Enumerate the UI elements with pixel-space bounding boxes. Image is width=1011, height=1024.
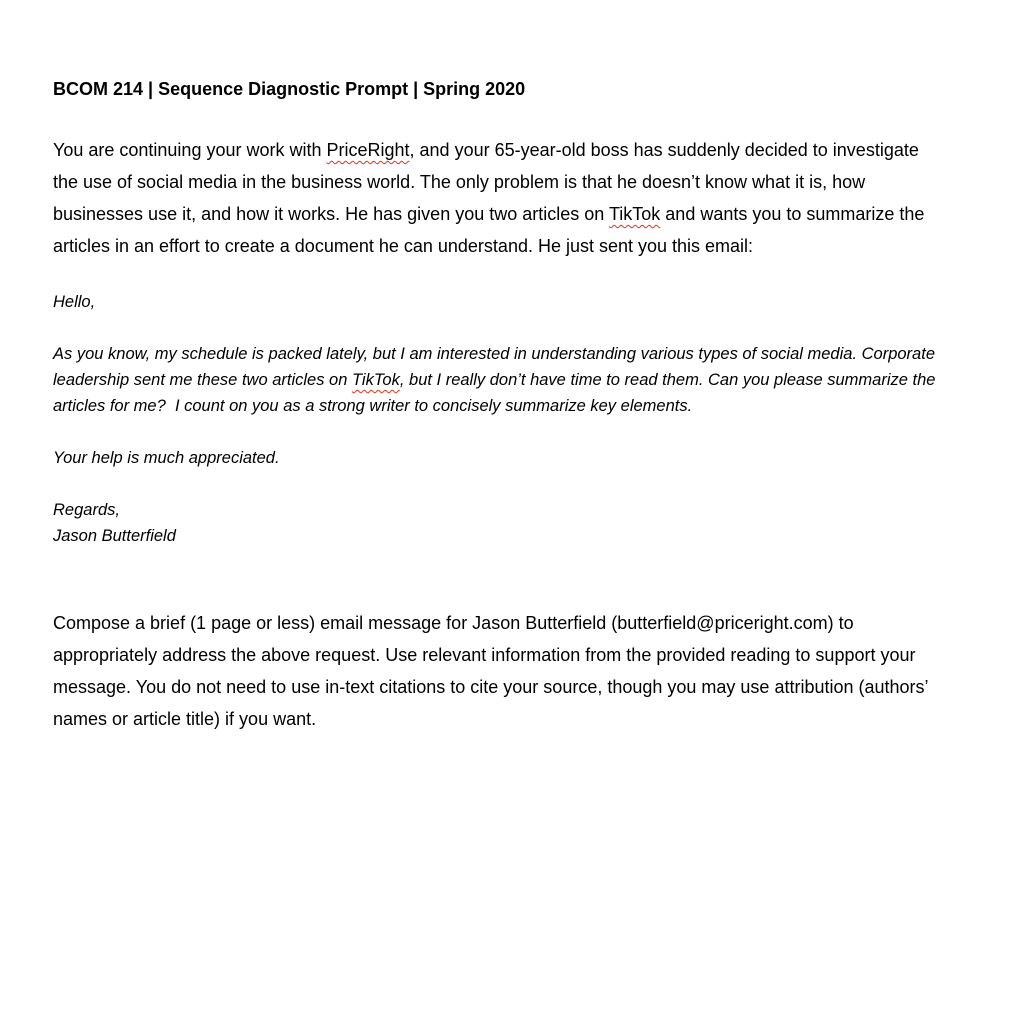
- email-body-text-2: , but I really don’t have time to read them. Can you please summarize the articles for me? I count on you as a strong writer to concisely summarize key elements.: [53, 371, 941, 415]
- spellcheck-word-tiktok: TikTok: [608, 204, 661, 224]
- quoted-email: [53, 289, 941, 549]
- document-title: BCOM 214 | Sequence Diagnostic Prompt | Spring 2020: [53, 79, 526, 99]
- email-signoff: Regards,: [53, 501, 120, 519]
- spellcheck-word-tiktok-email: TikTok: [352, 371, 400, 389]
- assignment-instructions: Compose a brief (1 page or less) email message for Jason Butterfield (butterfield@priceright.com) to appropriately address the above request. Use relevant information from the provided reading to support your message. You do not need to use in-text citations to cite your source, though you may use attribution (authors’ names or article title) if you want.: [53, 613, 928, 729]
- email-body-paragraph: [53, 341, 941, 419]
- spellcheck-word-priceright: PriceRight: [326, 140, 410, 160]
- email-signature: Jason Butterfield: [53, 527, 176, 545]
- intro-text-3: and wants you to summarize the articles in an effort to create a document he can understand. He just sent you this email:: [53, 204, 925, 256]
- email-appreciation-line: Your help is much appreciated.: [53, 449, 280, 467]
- email-greeting: Hello,: [53, 293, 96, 311]
- email-body-text-1: As you know, my schedule is packed lately, but I am interested in understanding various types of social media. Corporate leadership sent me these two articles on: [53, 345, 940, 389]
- intro-text-2: , and your 65-year-old boss has suddenly decided to investigate the use of social media in the business world. The only problem is that he doesn’t know what it is, how businesses use it, and how it works. He has given you two articles on: [53, 140, 919, 224]
- intro-text-1: You are continuing your work with: [53, 140, 327, 160]
- intro-paragraph: [53, 134, 941, 262]
